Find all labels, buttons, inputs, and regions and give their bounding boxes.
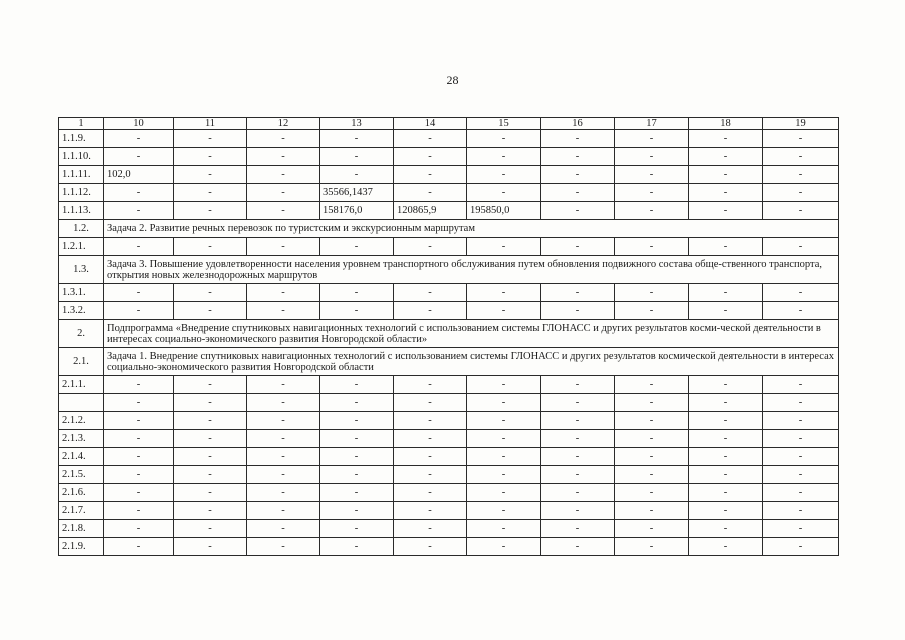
table-cell: - [689,184,763,202]
table-cell: - [689,448,763,466]
row-number: 1.1.9. [59,130,104,148]
table-cell: - [689,466,763,484]
table-cell: - [174,376,247,394]
table-cell: - [467,484,541,502]
table-cell: - [247,502,320,520]
table-cell: - [615,166,689,184]
table-cell: - [615,520,689,538]
row-number: 2.1.3. [59,430,104,448]
table-cell: - [689,166,763,184]
table-cell: - [247,448,320,466]
table-cell: 120865,9 [394,202,467,220]
table-cell: - [689,484,763,502]
table-cell: - [174,430,247,448]
table-cell: - [763,394,839,412]
table-cell: - [247,376,320,394]
table-cell: - [615,538,689,556]
section-row [59,256,839,284]
table-cell: - [394,430,467,448]
table-row [59,184,839,202]
table-cell: - [763,412,839,430]
table-cell: 158176,0 [320,202,394,220]
indicators-table [58,117,839,556]
header-cell: 16 [541,118,615,130]
table-cell: - [467,412,541,430]
header-cell: 13 [320,118,394,130]
table-cell: - [615,502,689,520]
table-row [59,520,839,538]
table-cell: - [174,466,247,484]
table-cell: - [320,302,394,320]
table-cell: - [541,538,615,556]
table-body [59,118,839,556]
table-cell: - [467,502,541,520]
table-cell: - [174,148,247,166]
table-row [59,376,839,394]
table-cell: - [763,202,839,220]
table-cell: - [320,130,394,148]
table-cell: - [615,430,689,448]
table-cell: 195850,0 [467,202,541,220]
table-cell: - [467,430,541,448]
table-row [59,202,839,220]
table-cell: - [615,412,689,430]
row-number: 1.1.13. [59,202,104,220]
table-cell: - [320,148,394,166]
table-cell: - [763,538,839,556]
table-cell: - [467,130,541,148]
table-cell: - [467,448,541,466]
table-cell: - [394,302,467,320]
table-cell: - [320,538,394,556]
table-cell: - [615,466,689,484]
table-cell: - [763,376,839,394]
table-cell: - [541,520,615,538]
table-cell: - [763,238,839,256]
row-number: 1.3.2. [59,302,104,320]
table-cell: - [394,148,467,166]
table-row [59,430,839,448]
table-cell: - [174,130,247,148]
table-cell: - [689,430,763,448]
row-number: 1.1.10. [59,148,104,166]
table-cell: - [247,412,320,430]
table-cell: - [320,394,394,412]
table-cell: - [247,166,320,184]
row-number: 1.3.1. [59,284,104,302]
table-cell: - [615,394,689,412]
row-number: 2.1.2. [59,412,104,430]
table-cell: - [104,302,174,320]
table-cell: - [763,184,839,202]
table-cell: - [615,202,689,220]
table-cell: - [689,302,763,320]
section-description: Задача 3. Повышение удовлетворенности населения уровнем транспортного обслуживания путем обновления подвижного состава обще-ственного транспорта, открытия новых железнодорожных маршрутов [104,256,839,284]
table-cell: - [174,448,247,466]
table-cell: - [320,376,394,394]
table-cell: - [174,284,247,302]
table-row [59,166,839,184]
table-cell: - [104,538,174,556]
table-cell: - [320,520,394,538]
table-cell: - [394,520,467,538]
table-cell: - [467,184,541,202]
table-cell: - [689,284,763,302]
section-description: Подпрограмма «Внедрение спутниковых навигационных технологий с использованием системы ГЛОНАСС и других результатов косми-ческой деятельности в интересах социально-экономического развития Новгородской области» [104,320,839,348]
table-cell: - [104,238,174,256]
table-cell: - [615,184,689,202]
table-cell: - [174,238,247,256]
header-cell: 15 [467,118,541,130]
table-cell: - [615,284,689,302]
table-cell: - [394,538,467,556]
table-cell: - [467,284,541,302]
table-cell: - [689,376,763,394]
row-number: 2.1.6. [59,484,104,502]
table-cell: - [394,448,467,466]
table-cell: - [689,148,763,166]
table-cell: - [104,376,174,394]
table-cell: - [104,284,174,302]
table-cell: - [541,484,615,502]
header-cell: 14 [394,118,467,130]
table-cell: - [689,412,763,430]
table-cell: - [763,502,839,520]
table-cell: - [615,376,689,394]
table-cell: 102,0 [104,166,174,184]
table-cell: - [174,394,247,412]
table-cell: - [104,502,174,520]
row-number: 2.1.1. [59,376,104,394]
header-cell: 11 [174,118,247,130]
table-cell: - [247,184,320,202]
row-number: 2.1.4. [59,448,104,466]
table-cell: - [615,448,689,466]
table-cell: - [541,130,615,148]
section-row [59,348,839,376]
table-cell: - [541,394,615,412]
table-cell: - [467,148,541,166]
section-row [59,220,839,238]
table-cell: - [394,376,467,394]
table-cell: - [394,412,467,430]
table-row [59,148,839,166]
row-number: 2.1.5. [59,466,104,484]
table-cell: - [763,284,839,302]
table-cell: - [320,430,394,448]
table-row [59,394,839,412]
table-cell: - [615,484,689,502]
section-row [59,320,839,348]
table-cell: - [541,502,615,520]
table-cell: - [104,202,174,220]
table-cell: - [541,412,615,430]
table-cell: - [763,520,839,538]
table-row [59,302,839,320]
table-cell: - [763,466,839,484]
table-cell: - [174,184,247,202]
table-cell: - [394,284,467,302]
table-cell: - [763,448,839,466]
table-cell: - [320,484,394,502]
table-row [59,130,839,148]
row-number: 2.1.9. [59,538,104,556]
row-number [59,394,104,412]
table-cell: - [247,394,320,412]
table-cell: - [394,130,467,148]
table-cell: - [104,466,174,484]
row-number: 1.1.11. [59,166,104,184]
table-cell: - [320,466,394,484]
table-cell: - [615,302,689,320]
table-cell: - [763,430,839,448]
table-cell: - [320,238,394,256]
table-cell: - [541,466,615,484]
table-cell: - [541,238,615,256]
table-cell: - [467,302,541,320]
table-row [59,484,839,502]
table-cell: - [247,466,320,484]
table-cell: - [247,284,320,302]
table-cell: - [467,466,541,484]
table-cell: - [763,130,839,148]
table-cell: - [174,166,247,184]
table-cell: - [541,430,615,448]
table-cell: - [541,202,615,220]
header-cell: 1 [59,118,104,130]
table-cell: - [394,502,467,520]
table-cell: - [247,202,320,220]
table-cell: - [247,148,320,166]
section-description: Задача 2. Развитие речных перевозок по туристским и экскурсионным маршрутам [104,220,839,238]
table-cell: - [541,166,615,184]
table-cell: - [689,520,763,538]
row-number: 1.1.12. [59,184,104,202]
table-cell: - [541,376,615,394]
table-cell: - [394,238,467,256]
table-cell: - [541,284,615,302]
row-number: 2.1.8. [59,520,104,538]
table-cell: - [247,302,320,320]
table-cell: - [394,484,467,502]
table-cell: - [174,484,247,502]
table-cell: - [689,394,763,412]
table-cell: - [174,538,247,556]
table-cell: 35566,1437 [320,184,394,202]
table-cell: - [394,394,467,412]
table-header-row [59,118,839,130]
table-cell: - [104,448,174,466]
table-cell: - [247,484,320,502]
table-cell: - [320,166,394,184]
table-cell: - [394,184,467,202]
table-cell: - [689,538,763,556]
row-number: 1.2.1. [59,238,104,256]
table-cell: - [394,466,467,484]
table-cell: - [467,166,541,184]
page-number: 28 [446,73,459,87]
table-cell: - [541,302,615,320]
table-cell: - [467,538,541,556]
table-cell: - [541,448,615,466]
table-cell: - [689,238,763,256]
table-row [59,284,839,302]
table-cell: - [174,520,247,538]
table-cell: - [320,284,394,302]
table-row [59,238,839,256]
table-cell: - [174,502,247,520]
section-number: 1.2. [59,220,104,238]
header-cell: 18 [689,118,763,130]
table-cell: - [394,166,467,184]
table-cell: - [689,130,763,148]
table-cell: - [104,148,174,166]
table-cell: - [104,394,174,412]
table-cell: - [763,484,839,502]
table-cell: - [467,238,541,256]
section-description: Задача 1. Внедрение спутниковых навигационных технологий с использованием системы ГЛОНАСС и других результатов космической деятельности в интересах социально-экономического развития Новгородской области [104,348,839,376]
table-cell: - [541,148,615,166]
table-cell: - [174,412,247,430]
table-row [59,538,839,556]
header-cell: 12 [247,118,320,130]
table-cell: - [247,130,320,148]
table-cell: - [104,484,174,502]
table-row [59,448,839,466]
table-cell: - [104,520,174,538]
header-cell: 10 [104,118,174,130]
section-number: 1.3. [59,256,104,284]
table-cell: - [320,448,394,466]
table-cell: - [615,238,689,256]
table-row [59,412,839,430]
table-cell: - [247,430,320,448]
section-number: 2. [59,320,104,348]
section-number: 2.1. [59,348,104,376]
table-cell: - [104,412,174,430]
table-cell: - [763,302,839,320]
table-row [59,502,839,520]
table-cell: - [763,148,839,166]
row-number: 2.1.7. [59,502,104,520]
table-cell: - [615,148,689,166]
table-cell: - [763,166,839,184]
table-cell: - [467,376,541,394]
table-cell: - [320,502,394,520]
table-cell: - [174,202,247,220]
table-cell: - [467,520,541,538]
table-cell: - [104,130,174,148]
header-cell: 19 [763,118,839,130]
table-cell: - [247,520,320,538]
table-cell: - [104,184,174,202]
header-cell: 17 [615,118,689,130]
table-cell: - [247,538,320,556]
table-cell: - [541,184,615,202]
table-cell: - [615,130,689,148]
table-cell: - [247,238,320,256]
table-cell: - [320,412,394,430]
table-cell: - [104,430,174,448]
table-cell: - [467,394,541,412]
table-row [59,466,839,484]
table-cell: - [174,302,247,320]
table-cell: - [689,502,763,520]
table-cell: - [689,202,763,220]
